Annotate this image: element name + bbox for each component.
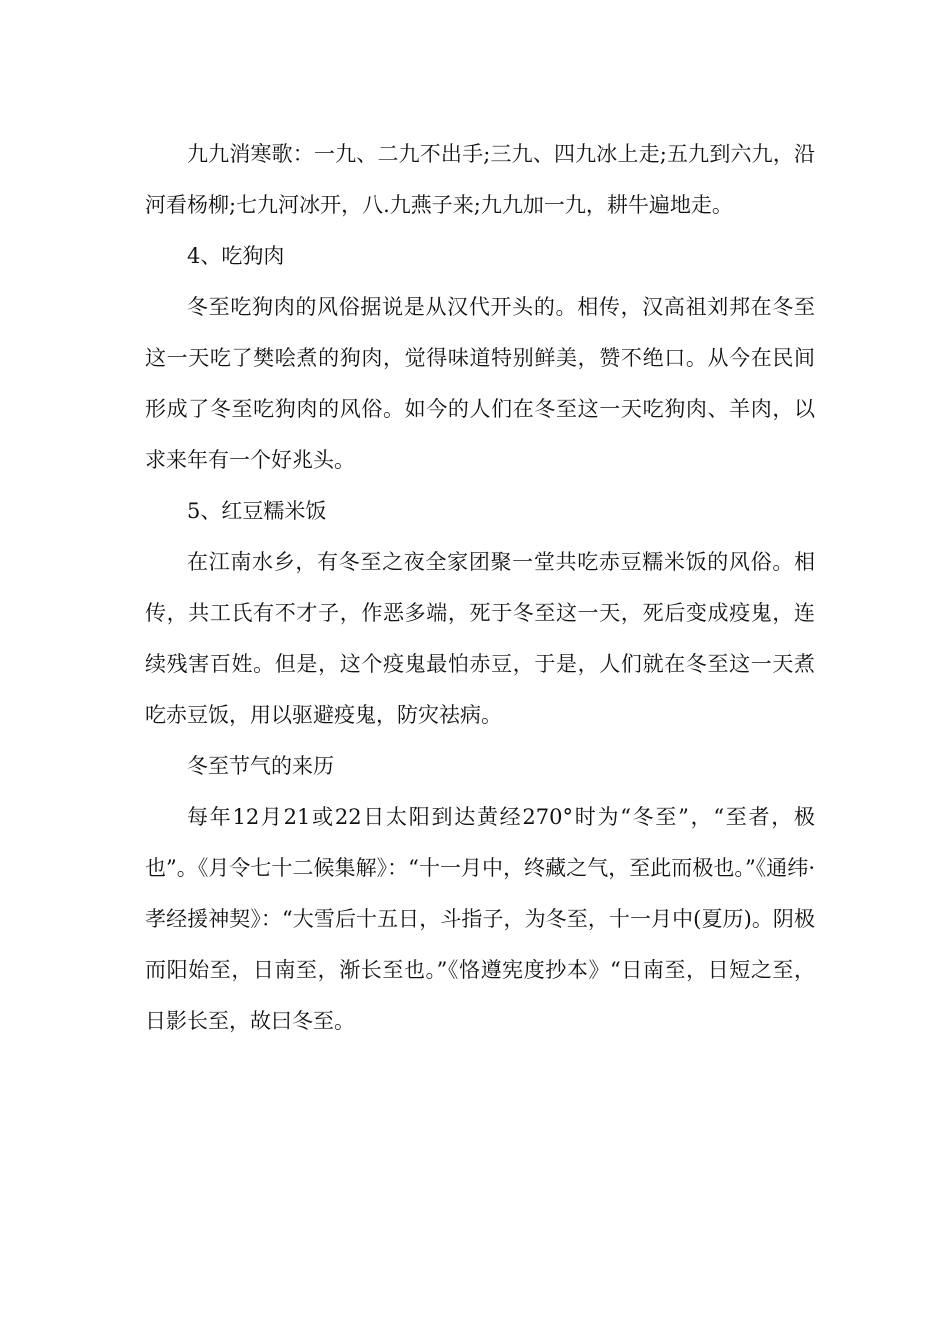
paragraph-dog-meat-custom: 冬至吃狗肉的风俗据说是从汉代开头的。相传，汉高祖刘邦在冬至这一天吃了樊哙煮的狗肉，觉得味道特别鲜美，赞不绝口。从今在民间形成了冬至吃狗肉的风俗。如今的人们在冬至这一天吃狗肉、羊肉，以求来年有一个好兆头。 (145, 295, 815, 472)
heading-eat-dog-meat: 4、吃狗肉 (187, 244, 285, 268)
heading-winter-solstice-origin: 冬至节气的来历 (187, 754, 334, 778)
paragraph-red-bean-custom: 在江南水乡，有冬至之夜全家团聚一堂共吃赤豆糯米饭的风俗。相传，共工氏有不才子，作恶多端，死于冬至这一天，死后变成疫鬼，连续残害百姓。但是，这个疫鬼最怕赤豆，于是，人们就在冬至这一天煮吃赤豆饭，用以驱避疫鬼，防灾祛病。 (145, 550, 815, 727)
paragraph-solstice-origin: 每年12月21或22日太阳到达黄经270°时为“冬至”，“至者，极也”。《月令七十二候集解》：“十一月中，终藏之气，至此而极也。”《通纬·孝经援神契》：“大雪后十五日，斗指子，为冬至，十一月中(夏历)。阴极而阳始至，日南至，渐长至也。”《恪遵宪度抄本》“日南至，日短之至，日影长至，故曰冬至。 (145, 805, 815, 1033)
paragraph-nine-nines-song: 九九消寒歌：一九、二九不出手;三九、四九冰上走;五九到六九，沿河看杨柳;七九河冰开，八.九燕子来;九九加一九，耕牛遍地走。 (145, 142, 815, 217)
heading-red-bean-rice: 5、红豆糯米饭 (187, 499, 327, 523)
